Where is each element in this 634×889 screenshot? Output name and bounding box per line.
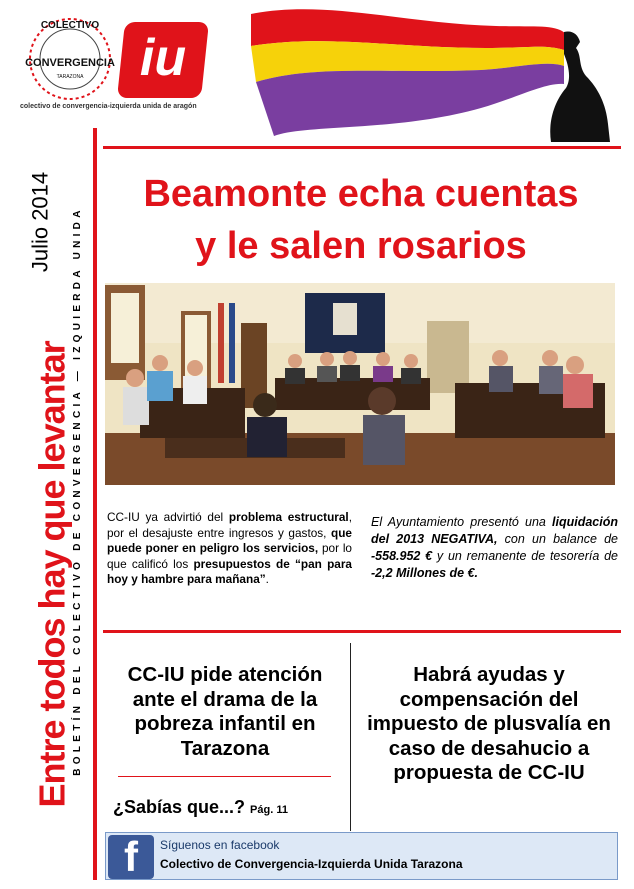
caption-right-text-2: con un balance de: [497, 532, 618, 546]
headline-line-1: Beamonte echa cuentas: [143, 173, 579, 215]
column-separator: [350, 643, 351, 831]
caption-right: [371, 514, 618, 582]
top-rule: [103, 146, 621, 149]
colectivo-logo: [22, 14, 118, 104]
logo-title: COLECTIVO: [40, 20, 100, 31]
caption-left-bold-3: presupuestos de “pan para hoy y hambre para mañana”: [107, 556, 352, 586]
issue-date: Julio 2014: [27, 171, 53, 273]
vertical-slogan: Entre todos hay que levantar: [31, 341, 73, 808]
council-meeting-photo: [105, 283, 615, 485]
sabias-page: Pág. 11: [250, 804, 288, 816]
bulletin-name: BOLETÍN DEL COLECTIVO DE CONVERGENCIA — IZQUIERDA UNIDA: [72, 206, 83, 776]
caption-left-text-1: CC-IU ya advirtió del: [107, 510, 229, 524]
sabias-que[interactable]: [113, 797, 348, 818]
caption-left-bold-1: problema estructural: [228, 510, 349, 524]
caption-left-bold-2: que puede poner en peligro los servicios,: [107, 525, 352, 555]
caption-right-bold-1: liquidación del 2013 NEGATIVA,: [371, 515, 618, 546]
sabias-label: ¿Sabías que...?: [113, 797, 246, 817]
headline-line-2: y le salen rosarios: [195, 225, 527, 267]
story-plusvalia[interactable]: Habrá ayudas y compensación del impuesto de plusvalía en caso de desahucio a propuesta de CC-IU: [367, 663, 611, 784]
logo-town: TARAZONA: [56, 74, 84, 80]
facebook-icon-letter: f: [124, 833, 138, 880]
caption-right-bold-3: -2,2 Millones de €.: [371, 566, 478, 580]
caption-right-text-1: El Ayuntamiento presentó una: [371, 515, 553, 529]
facebook-page-name[interactable]: Colectivo de Convergencia-Izquierda Unida Tarazona: [160, 857, 463, 871]
iu-logo-text: iu: [139, 29, 187, 87]
vertical-divider: [93, 128, 97, 880]
facebook-follow-text: Síguenos en facebook: [160, 838, 280, 852]
logo-title2: CONVERGENCIA: [25, 57, 115, 69]
story-child-poverty[interactable]: CC-IU pide atención ante el drama de la pobreza infantil en Tarazona: [127, 663, 323, 760]
middle-rule: [103, 630, 621, 633]
story-divider: [118, 776, 331, 777]
caption-right-bold-2: -558.952 €: [371, 549, 433, 563]
caption-right-text-3: y un remanente de tesorería de: [432, 549, 618, 563]
caption-left-text-2: , por el desajuste entre ingresos y gastos,: [107, 510, 352, 540]
header-subtitle: colectivo de convergencia-izquierda unida de aragón: [20, 103, 197, 110]
caption-left: [107, 510, 352, 588]
republican-flag-banner: [246, 4, 616, 144]
lead-headline: [103, 168, 619, 272]
caption-left-text-4: .: [265, 572, 269, 586]
caption-left-text-3: por lo que calificó los: [107, 541, 352, 571]
